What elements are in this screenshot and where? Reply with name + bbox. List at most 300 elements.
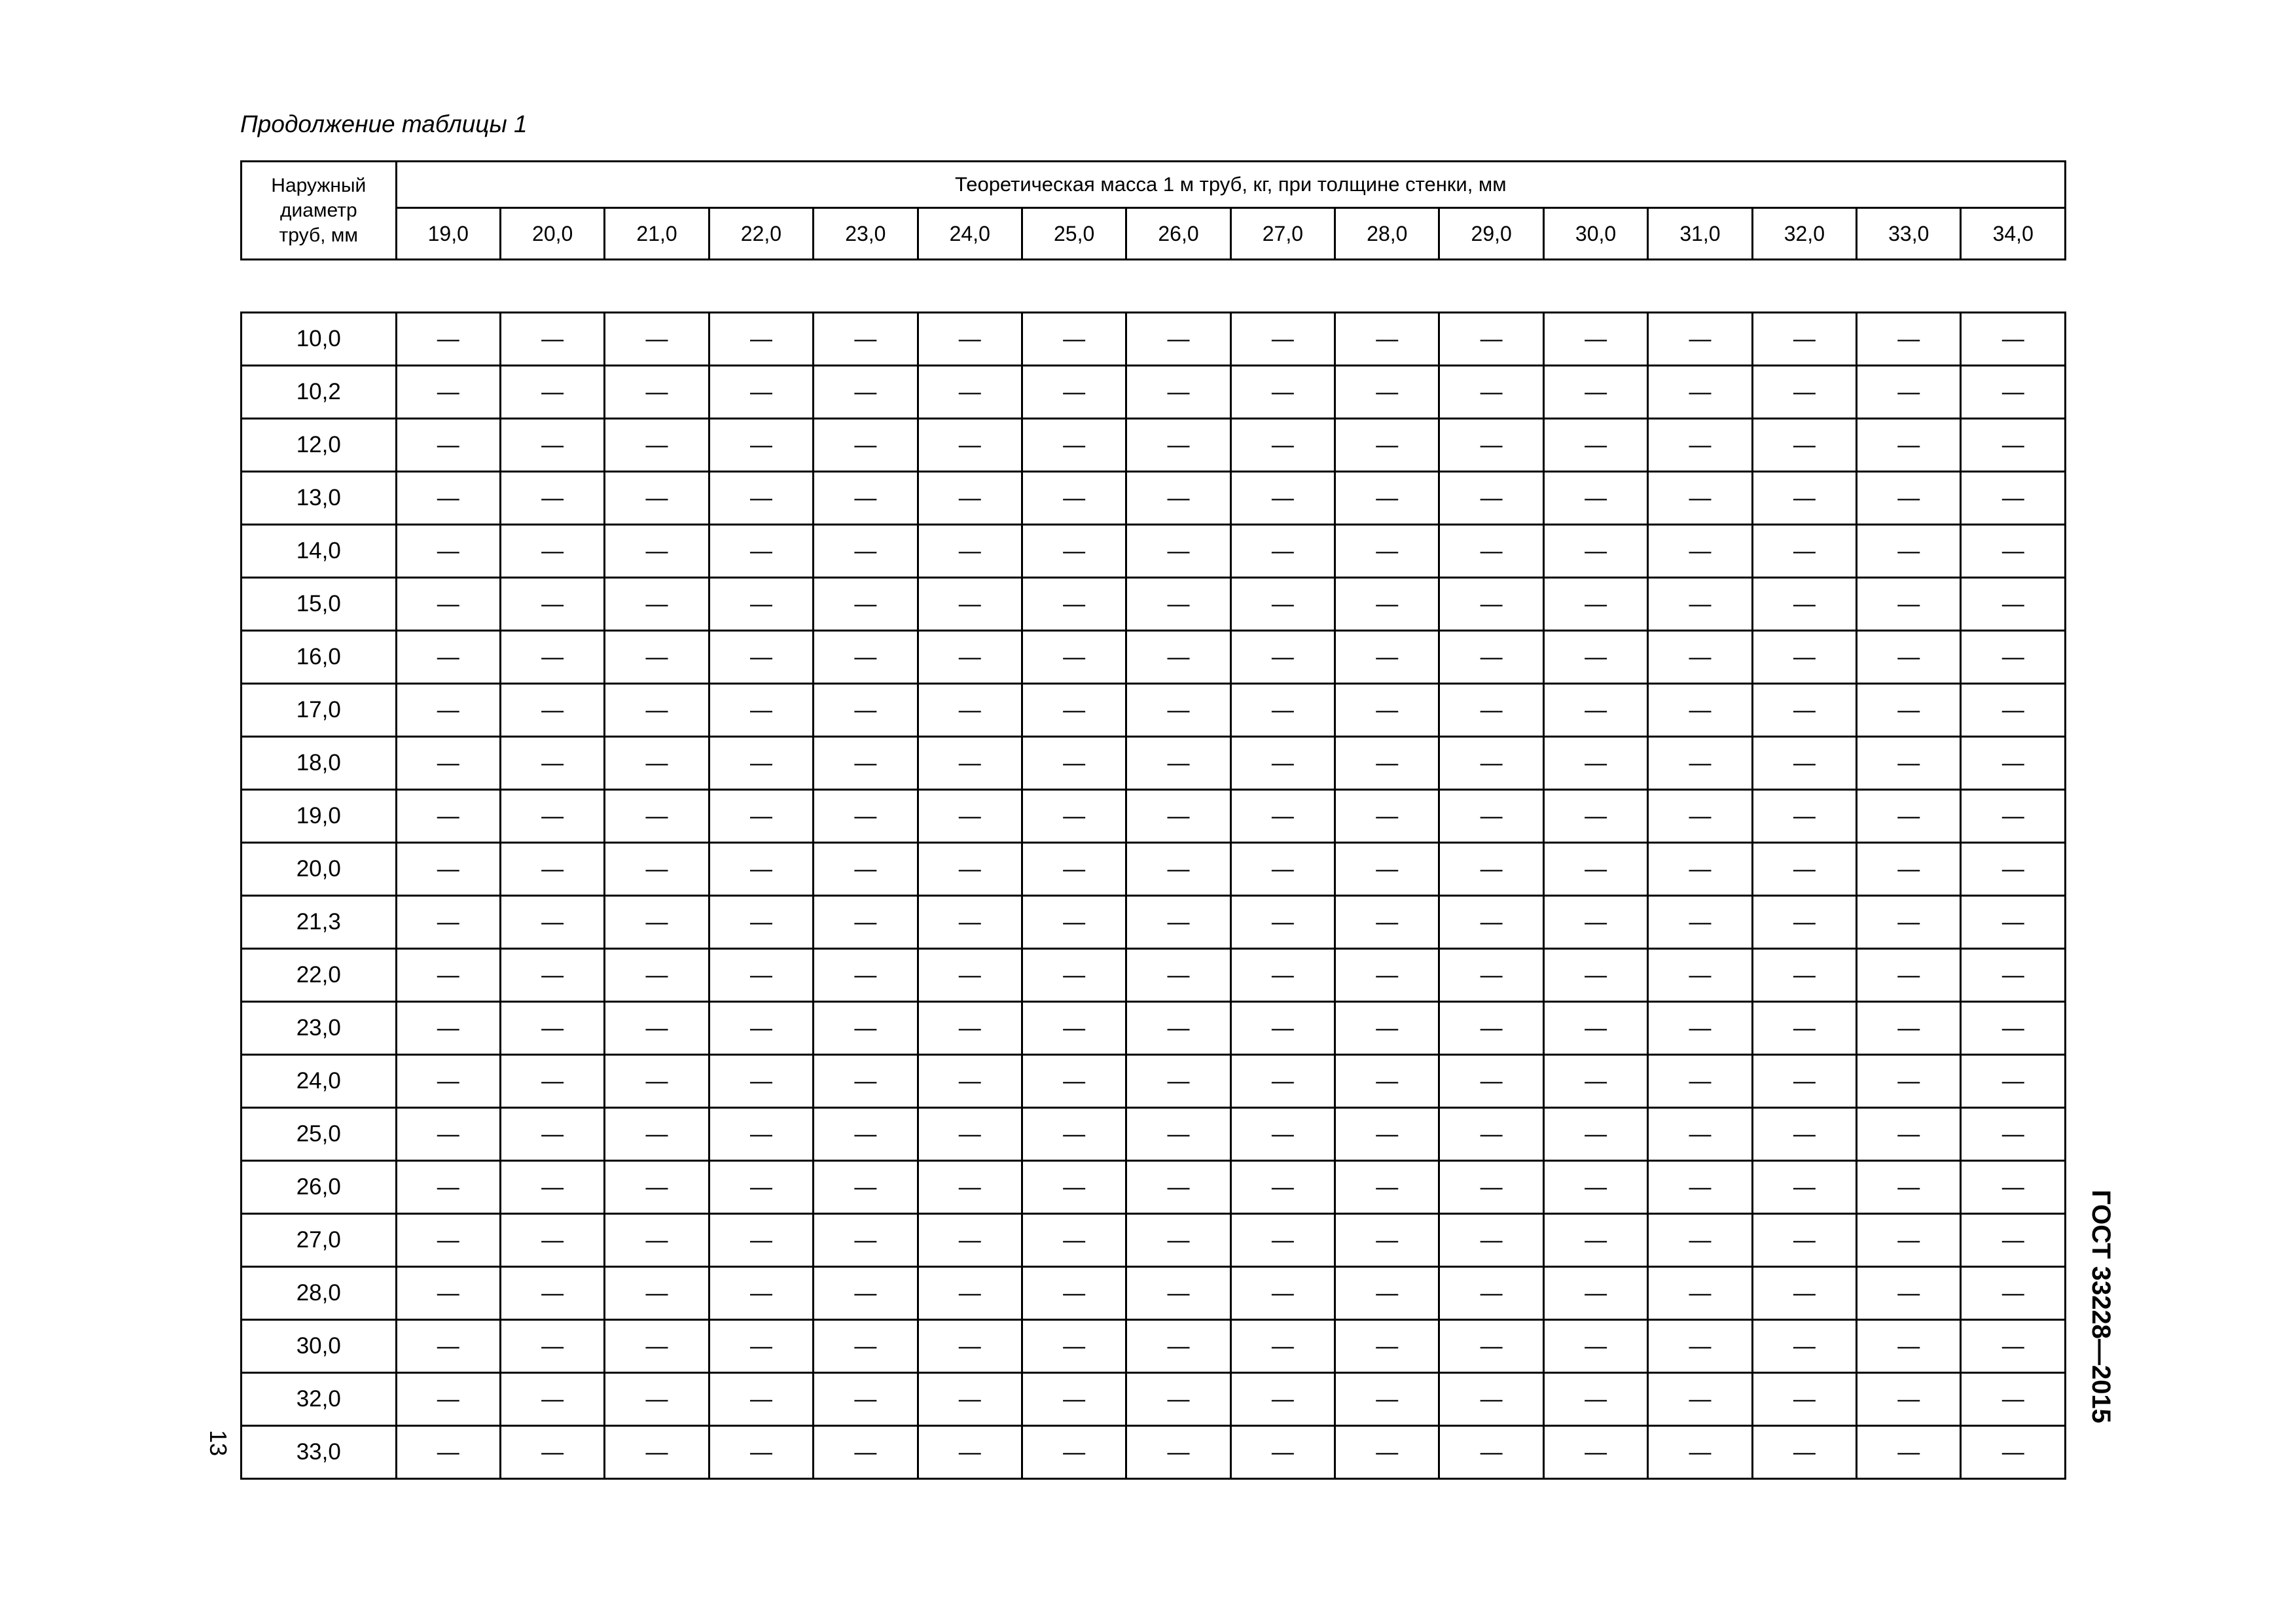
mass-value-cell: —	[396, 896, 500, 949]
outer-diameter-cell: 25,0	[242, 1108, 397, 1161]
mass-value-cell: —	[1752, 1214, 1856, 1267]
mass-value-cell: —	[605, 1002, 709, 1055]
mass-value-cell: —	[1857, 631, 1961, 684]
mass-value-cell: —	[500, 684, 604, 737]
mass-value-cell: —	[918, 1267, 1022, 1320]
outer-diameter-header	[242, 162, 397, 260]
mass-value-cell: —	[1335, 578, 1439, 631]
mass-value-cell: —	[918, 1373, 1022, 1426]
mass-value-cell: —	[1230, 896, 1335, 949]
mass-value-cell: —	[396, 790, 500, 843]
wall-thickness-header: 33,0	[1857, 208, 1961, 260]
mass-value-cell: —	[1439, 1320, 1543, 1373]
mass-value-cell: —	[500, 1055, 604, 1108]
mass-value-cell: —	[1230, 1161, 1335, 1214]
mass-value-cell: —	[918, 949, 1022, 1002]
mass-value-cell: —	[1230, 1002, 1335, 1055]
mass-value-cell: —	[1230, 525, 1335, 578]
mass-value-cell: —	[1752, 1373, 1856, 1426]
mass-value-cell: —	[1126, 684, 1230, 737]
mass-value-cell: —	[1961, 1002, 2066, 1055]
mass-value-cell: —	[605, 578, 709, 631]
mass-value-cell: —	[1961, 896, 2066, 949]
mass-value-cell: —	[1961, 631, 2066, 684]
outer-diameter-cell: 23,0	[242, 1002, 397, 1055]
mass-value-cell: —	[1648, 313, 1752, 366]
mass-value-cell: —	[1022, 1161, 1126, 1214]
mass-value-cell: —	[1752, 896, 1856, 949]
mass-value-cell: —	[918, 843, 1022, 896]
mass-value-cell: —	[1335, 1267, 1439, 1320]
mass-value-cell: —	[814, 896, 918, 949]
mass-value-cell: —	[1439, 578, 1543, 631]
table-row	[242, 313, 2066, 366]
mass-value-cell: —	[1752, 790, 1856, 843]
mass-value-cell: —	[1230, 313, 1335, 366]
outer-diameter-cell: 26,0	[242, 1161, 397, 1214]
mass-value-cell: —	[605, 1108, 709, 1161]
mass-value-cell: —	[1857, 843, 1961, 896]
mass-value-cell: —	[709, 737, 813, 790]
mass-value-cell: —	[396, 631, 500, 684]
mass-value-cell: —	[1857, 578, 1961, 631]
mass-value-cell: —	[918, 366, 1022, 419]
mass-value-cell: —	[1648, 896, 1752, 949]
table-row	[242, 949, 2066, 1002]
mass-value-cell: —	[605, 419, 709, 472]
header-separator	[242, 260, 2066, 313]
table-row	[242, 790, 2066, 843]
mass-value-cell: —	[1335, 366, 1439, 419]
wall-thickness-header: 28,0	[1335, 208, 1439, 260]
mass-value-cell: —	[500, 1108, 604, 1161]
mass-value-cell: —	[1022, 1002, 1126, 1055]
mass-value-cell: —	[1335, 737, 1439, 790]
mass-value-cell: —	[1022, 525, 1126, 578]
mass-value-cell: —	[1857, 684, 1961, 737]
mass-value-cell: —	[1648, 472, 1752, 525]
mass-value-cell: —	[709, 1214, 813, 1267]
mass-value-cell: —	[1543, 1373, 1647, 1426]
mass-value-cell: —	[500, 790, 604, 843]
mass-value-cell: —	[1022, 737, 1126, 790]
mass-value-cell: —	[1752, 472, 1856, 525]
mass-value-cell: —	[814, 684, 918, 737]
mass-value-cell: —	[605, 1055, 709, 1108]
mass-value-cell: —	[1543, 737, 1647, 790]
mass-value-cell: —	[1648, 631, 1752, 684]
outer-diameter-cell: 13,0	[242, 472, 397, 525]
mass-value-cell: —	[1126, 525, 1230, 578]
outer-diameter-header-line-2: диаметр	[279, 199, 357, 221]
mass-value-cell: —	[709, 1426, 813, 1479]
mass-value-cell: —	[1543, 1002, 1647, 1055]
page-number: 13	[205, 1429, 232, 1457]
outer-diameter-cell: 10,0	[242, 313, 397, 366]
mass-value-cell: —	[1961, 472, 2066, 525]
mass-value-cell: —	[1126, 1267, 1230, 1320]
mass-value-cell: —	[500, 525, 604, 578]
mass-value-cell: —	[1335, 631, 1439, 684]
mass-value-cell: —	[1126, 313, 1230, 366]
table-body	[242, 260, 2066, 1479]
mass-value-cell: —	[1335, 525, 1439, 578]
outer-diameter-cell: 30,0	[242, 1320, 397, 1373]
outer-diameter-cell: 33,0	[242, 1426, 397, 1479]
mass-value-cell: —	[1543, 578, 1647, 631]
mass-value-cell: —	[814, 949, 918, 1002]
mass-value-cell: —	[1439, 1373, 1543, 1426]
mass-value-cell: —	[605, 949, 709, 1002]
mass-value-cell: —	[1543, 313, 1647, 366]
mass-value-cell: —	[918, 896, 1022, 949]
outer-diameter-header-line-1: Наружный	[271, 174, 367, 196]
mass-value-cell: —	[605, 631, 709, 684]
mass-value-cell: —	[1230, 578, 1335, 631]
mass-value-cell: —	[709, 313, 813, 366]
mass-value-cell: —	[396, 313, 500, 366]
mass-value-cell: —	[605, 1267, 709, 1320]
outer-diameter-cell: 20,0	[242, 843, 397, 896]
mass-value-cell: —	[918, 1002, 1022, 1055]
mass-value-cell: —	[1857, 1214, 1961, 1267]
mass-value-cell: —	[1648, 1108, 1752, 1161]
mass-value-cell: —	[1335, 1373, 1439, 1426]
mass-value-cell: —	[709, 1161, 813, 1214]
mass-value-cell: —	[1126, 1426, 1230, 1479]
mass-value-cell: —	[1648, 1002, 1752, 1055]
mass-value-cell: —	[1543, 1320, 1647, 1373]
mass-value-cell: —	[500, 1161, 604, 1214]
mass-value-cell: —	[918, 1426, 1022, 1479]
mass-value-cell: —	[1439, 949, 1543, 1002]
mass-value-cell: —	[1543, 1426, 1647, 1479]
mass-value-cell: —	[396, 1267, 500, 1320]
mass-value-cell: —	[814, 790, 918, 843]
mass-value-cell: —	[1857, 472, 1961, 525]
mass-value-cell: —	[1022, 366, 1126, 419]
mass-value-cell: —	[605, 896, 709, 949]
mass-value-cell: —	[396, 472, 500, 525]
wall-thickness-header: 29,0	[1439, 208, 1543, 260]
mass-value-cell: —	[1752, 737, 1856, 790]
table-row	[242, 578, 2066, 631]
mass-value-cell: —	[1439, 843, 1543, 896]
mass-value-cell: —	[1961, 949, 2066, 1002]
table-row	[242, 472, 2066, 525]
mass-value-cell: —	[1126, 737, 1230, 790]
table-row	[242, 1055, 2066, 1108]
wall-thickness-header: 26,0	[1126, 208, 1230, 260]
mass-value-cell: —	[1230, 949, 1335, 1002]
mass-value-cell: —	[709, 949, 813, 1002]
mass-value-cell: —	[1439, 1002, 1543, 1055]
table-row	[242, 1320, 2066, 1373]
mass-value-cell: —	[396, 1055, 500, 1108]
wall-thickness-header-row	[242, 208, 2066, 260]
table-row	[242, 419, 2066, 472]
mass-value-cell: —	[1648, 419, 1752, 472]
table-row	[242, 684, 2066, 737]
mass-value-cell: —	[1230, 1373, 1335, 1426]
mass-value-cell: —	[605, 1161, 709, 1214]
mass-value-cell: —	[1648, 1214, 1752, 1267]
standard-designation: ГОСТ 33228—2015	[2087, 1190, 2115, 1423]
wall-thickness-header: 21,0	[605, 208, 709, 260]
mass-value-cell: —	[500, 419, 604, 472]
mass-value-cell: —	[1022, 684, 1126, 737]
mass-value-cell: —	[1543, 1214, 1647, 1267]
wall-thickness-header: 32,0	[1752, 208, 1856, 260]
mass-value-cell: —	[1335, 896, 1439, 949]
mass-value-cell: —	[1752, 1108, 1856, 1161]
mass-value-cell: —	[396, 737, 500, 790]
mass-value-cell: —	[1857, 419, 1961, 472]
mass-value-cell: —	[500, 949, 604, 1002]
mass-value-cell: —	[918, 525, 1022, 578]
wall-thickness-header: 19,0	[396, 208, 500, 260]
mass-value-cell: —	[918, 1161, 1022, 1214]
mass-value-cell: —	[1961, 578, 2066, 631]
mass-value-cell: —	[814, 1426, 918, 1479]
mass-value-cell: —	[1543, 949, 1647, 1002]
mass-value-cell: —	[814, 631, 918, 684]
mass-value-cell: —	[605, 684, 709, 737]
mass-value-cell: —	[709, 631, 813, 684]
table-row	[242, 1108, 2066, 1161]
mass-value-cell: —	[1439, 472, 1543, 525]
mass-value-cell: —	[500, 1426, 604, 1479]
mass-value-cell: —	[1648, 684, 1752, 737]
table-row	[242, 366, 2066, 419]
table-row	[242, 1373, 2066, 1426]
table-row	[242, 843, 2066, 896]
mass-value-cell: —	[1439, 684, 1543, 737]
outer-diameter-cell: 22,0	[242, 949, 397, 1002]
mass-value-cell: —	[500, 1214, 604, 1267]
mass-value-cell: —	[1335, 790, 1439, 843]
mass-value-cell: —	[1439, 1426, 1543, 1479]
mass-value-cell: —	[1126, 1108, 1230, 1161]
wall-thickness-header: 30,0	[1543, 208, 1647, 260]
mass-value-cell: —	[814, 737, 918, 790]
mass-value-cell: —	[1439, 790, 1543, 843]
mass-value-cell: —	[1126, 790, 1230, 843]
mass-value-cell: —	[1230, 1108, 1335, 1161]
mass-value-cell: —	[1230, 472, 1335, 525]
mass-value-cell: —	[396, 1002, 500, 1055]
mass-value-cell: —	[500, 631, 604, 684]
mass-value-cell: —	[709, 525, 813, 578]
mass-value-cell: —	[1648, 1320, 1752, 1373]
mass-value-cell: —	[605, 737, 709, 790]
mass-value-cell: —	[1022, 1426, 1126, 1479]
mass-value-cell: —	[1648, 578, 1752, 631]
mass-value-cell: —	[1752, 684, 1856, 737]
mass-value-cell: —	[709, 419, 813, 472]
mass-value-cell: —	[918, 631, 1022, 684]
mass-value-cell: —	[709, 1055, 813, 1108]
mass-value-cell: —	[1857, 366, 1961, 419]
mass-value-cell: —	[814, 1267, 918, 1320]
outer-diameter-cell: 17,0	[242, 684, 397, 737]
mass-value-cell: —	[1543, 525, 1647, 578]
mass-value-cell: —	[1648, 790, 1752, 843]
mass-value-cell: —	[605, 1373, 709, 1426]
wall-thickness-header: 34,0	[1961, 208, 2066, 260]
mass-value-cell: —	[1439, 631, 1543, 684]
wall-thickness-header: 27,0	[1230, 208, 1335, 260]
mass-value-cell: —	[1230, 684, 1335, 737]
mass-value-cell: —	[709, 578, 813, 631]
mass-value-cell: —	[1022, 896, 1126, 949]
mass-value-cell: —	[1022, 1320, 1126, 1373]
mass-value-cell: —	[918, 472, 1022, 525]
mass-value-cell: —	[605, 790, 709, 843]
mass-value-cell: —	[1961, 366, 2066, 419]
mass-value-cell: —	[1335, 1214, 1439, 1267]
mass-value-cell: —	[709, 472, 813, 525]
mass-value-cell: —	[709, 896, 813, 949]
mass-value-cell: —	[396, 1426, 500, 1479]
table-row	[242, 1214, 2066, 1267]
mass-value-cell: —	[500, 472, 604, 525]
mass-value-cell: —	[1648, 1161, 1752, 1214]
mass-value-cell: —	[500, 1320, 604, 1373]
mass-value-cell: —	[1126, 631, 1230, 684]
table-row	[242, 1002, 2066, 1055]
mass-value-cell: —	[396, 1214, 500, 1267]
mass-value-cell: —	[1961, 1161, 2066, 1214]
mass-value-cell: —	[814, 843, 918, 896]
mass-value-cell: —	[1648, 1373, 1752, 1426]
mass-value-cell: —	[1961, 1426, 2066, 1479]
mass-value-cell: —	[1961, 737, 2066, 790]
mass-value-cell: —	[1230, 1055, 1335, 1108]
mass-value-cell: —	[1543, 1108, 1647, 1161]
mass-value-cell: —	[500, 843, 604, 896]
mass-value-cell: —	[1648, 525, 1752, 578]
mass-value-cell: —	[1439, 313, 1543, 366]
table-row	[242, 896, 2066, 949]
mass-value-cell: —	[709, 1002, 813, 1055]
mass-value-cell: —	[1022, 419, 1126, 472]
mass-value-cell: —	[1126, 472, 1230, 525]
mass-value-cell: —	[1857, 896, 1961, 949]
mass-value-cell: —	[605, 843, 709, 896]
mass-value-cell: —	[1752, 1055, 1856, 1108]
mass-value-cell: —	[1752, 313, 1856, 366]
table-row	[242, 1161, 2066, 1214]
mass-value-cell: —	[1439, 1055, 1543, 1108]
mass-value-cell: —	[1126, 1002, 1230, 1055]
mass-value-cell: —	[1857, 1108, 1961, 1161]
mass-value-cell: —	[1230, 419, 1335, 472]
mass-value-cell: —	[1543, 896, 1647, 949]
mass-value-cell: —	[605, 366, 709, 419]
mass-value-cell: —	[1126, 949, 1230, 1002]
mass-value-cell: —	[814, 1108, 918, 1161]
mass-value-cell: —	[1961, 1267, 2066, 1320]
mass-value-cell: —	[1335, 419, 1439, 472]
mass-value-cell: —	[918, 1320, 1022, 1373]
mass-value-cell: —	[1543, 1161, 1647, 1214]
mass-value-cell: —	[1022, 631, 1126, 684]
mass-value-cell: —	[1126, 896, 1230, 949]
mass-value-cell: —	[709, 684, 813, 737]
wall-thickness-header: 23,0	[814, 208, 918, 260]
mass-value-cell: —	[1752, 525, 1856, 578]
outer-diameter-cell: 12,0	[242, 419, 397, 472]
mass-value-cell: —	[1126, 578, 1230, 631]
mass-value-cell: —	[1439, 1161, 1543, 1214]
mass-value-cell: —	[1022, 1373, 1126, 1426]
mass-value-cell: —	[918, 737, 1022, 790]
table-row	[242, 1426, 2066, 1479]
outer-diameter-cell: 16,0	[242, 631, 397, 684]
mass-value-cell: —	[1961, 1320, 2066, 1373]
mass-value-cell: —	[1335, 313, 1439, 366]
mass-value-cell: —	[1752, 1320, 1856, 1373]
outer-diameter-cell: 15,0	[242, 578, 397, 631]
outer-diameter-cell: 10,2	[242, 366, 397, 419]
table-row	[242, 525, 2066, 578]
mass-value-cell: —	[1752, 949, 1856, 1002]
mass-value-cell: —	[1543, 790, 1647, 843]
mass-value-cell: —	[1857, 790, 1961, 843]
mass-value-cell: —	[1857, 525, 1961, 578]
mass-value-cell: —	[814, 1002, 918, 1055]
mass-value-cell: —	[814, 525, 918, 578]
mass-value-cell: —	[1543, 472, 1647, 525]
mass-value-cell: —	[1648, 1267, 1752, 1320]
outer-diameter-cell: 32,0	[242, 1373, 397, 1426]
mass-value-cell: —	[1230, 1426, 1335, 1479]
mass-value-cell: —	[396, 684, 500, 737]
mass-value-cell: —	[1022, 1267, 1126, 1320]
mass-value-cell: —	[814, 313, 918, 366]
mass-value-cell: —	[1543, 1267, 1647, 1320]
mass-value-cell: —	[709, 366, 813, 419]
mass-value-cell: —	[396, 1108, 500, 1161]
mass-value-cell: —	[1648, 843, 1752, 896]
mass-value-cell: —	[1752, 1426, 1856, 1479]
mass-value-cell: —	[1648, 366, 1752, 419]
mass-value-cell: —	[709, 1267, 813, 1320]
mass-value-cell: —	[918, 1108, 1022, 1161]
mass-value-cell: —	[1126, 843, 1230, 896]
mass-value-cell: —	[1439, 366, 1543, 419]
mass-value-cell: —	[1857, 1002, 1961, 1055]
table-row	[242, 737, 2066, 790]
mass-value-cell: —	[605, 313, 709, 366]
mass-value-cell: —	[1439, 896, 1543, 949]
mass-value-cell: —	[396, 1161, 500, 1214]
mass-value-cell: —	[814, 1320, 918, 1373]
mass-value-cell: —	[1126, 1161, 1230, 1214]
mass-value-cell: —	[500, 578, 604, 631]
mass-value-cell: —	[1439, 1108, 1543, 1161]
mass-value-cell: —	[500, 1373, 604, 1426]
mass-value-cell: —	[918, 1214, 1022, 1267]
mass-value-cell: —	[1022, 949, 1126, 1002]
outer-diameter-header-line-3: труб, мм	[279, 224, 359, 246]
mass-value-cell: —	[814, 1214, 918, 1267]
mass-value-cell: —	[1022, 843, 1126, 896]
mass-value-cell: —	[1230, 1267, 1335, 1320]
mass-value-cell: —	[605, 472, 709, 525]
mass-value-cell: —	[1543, 1055, 1647, 1108]
